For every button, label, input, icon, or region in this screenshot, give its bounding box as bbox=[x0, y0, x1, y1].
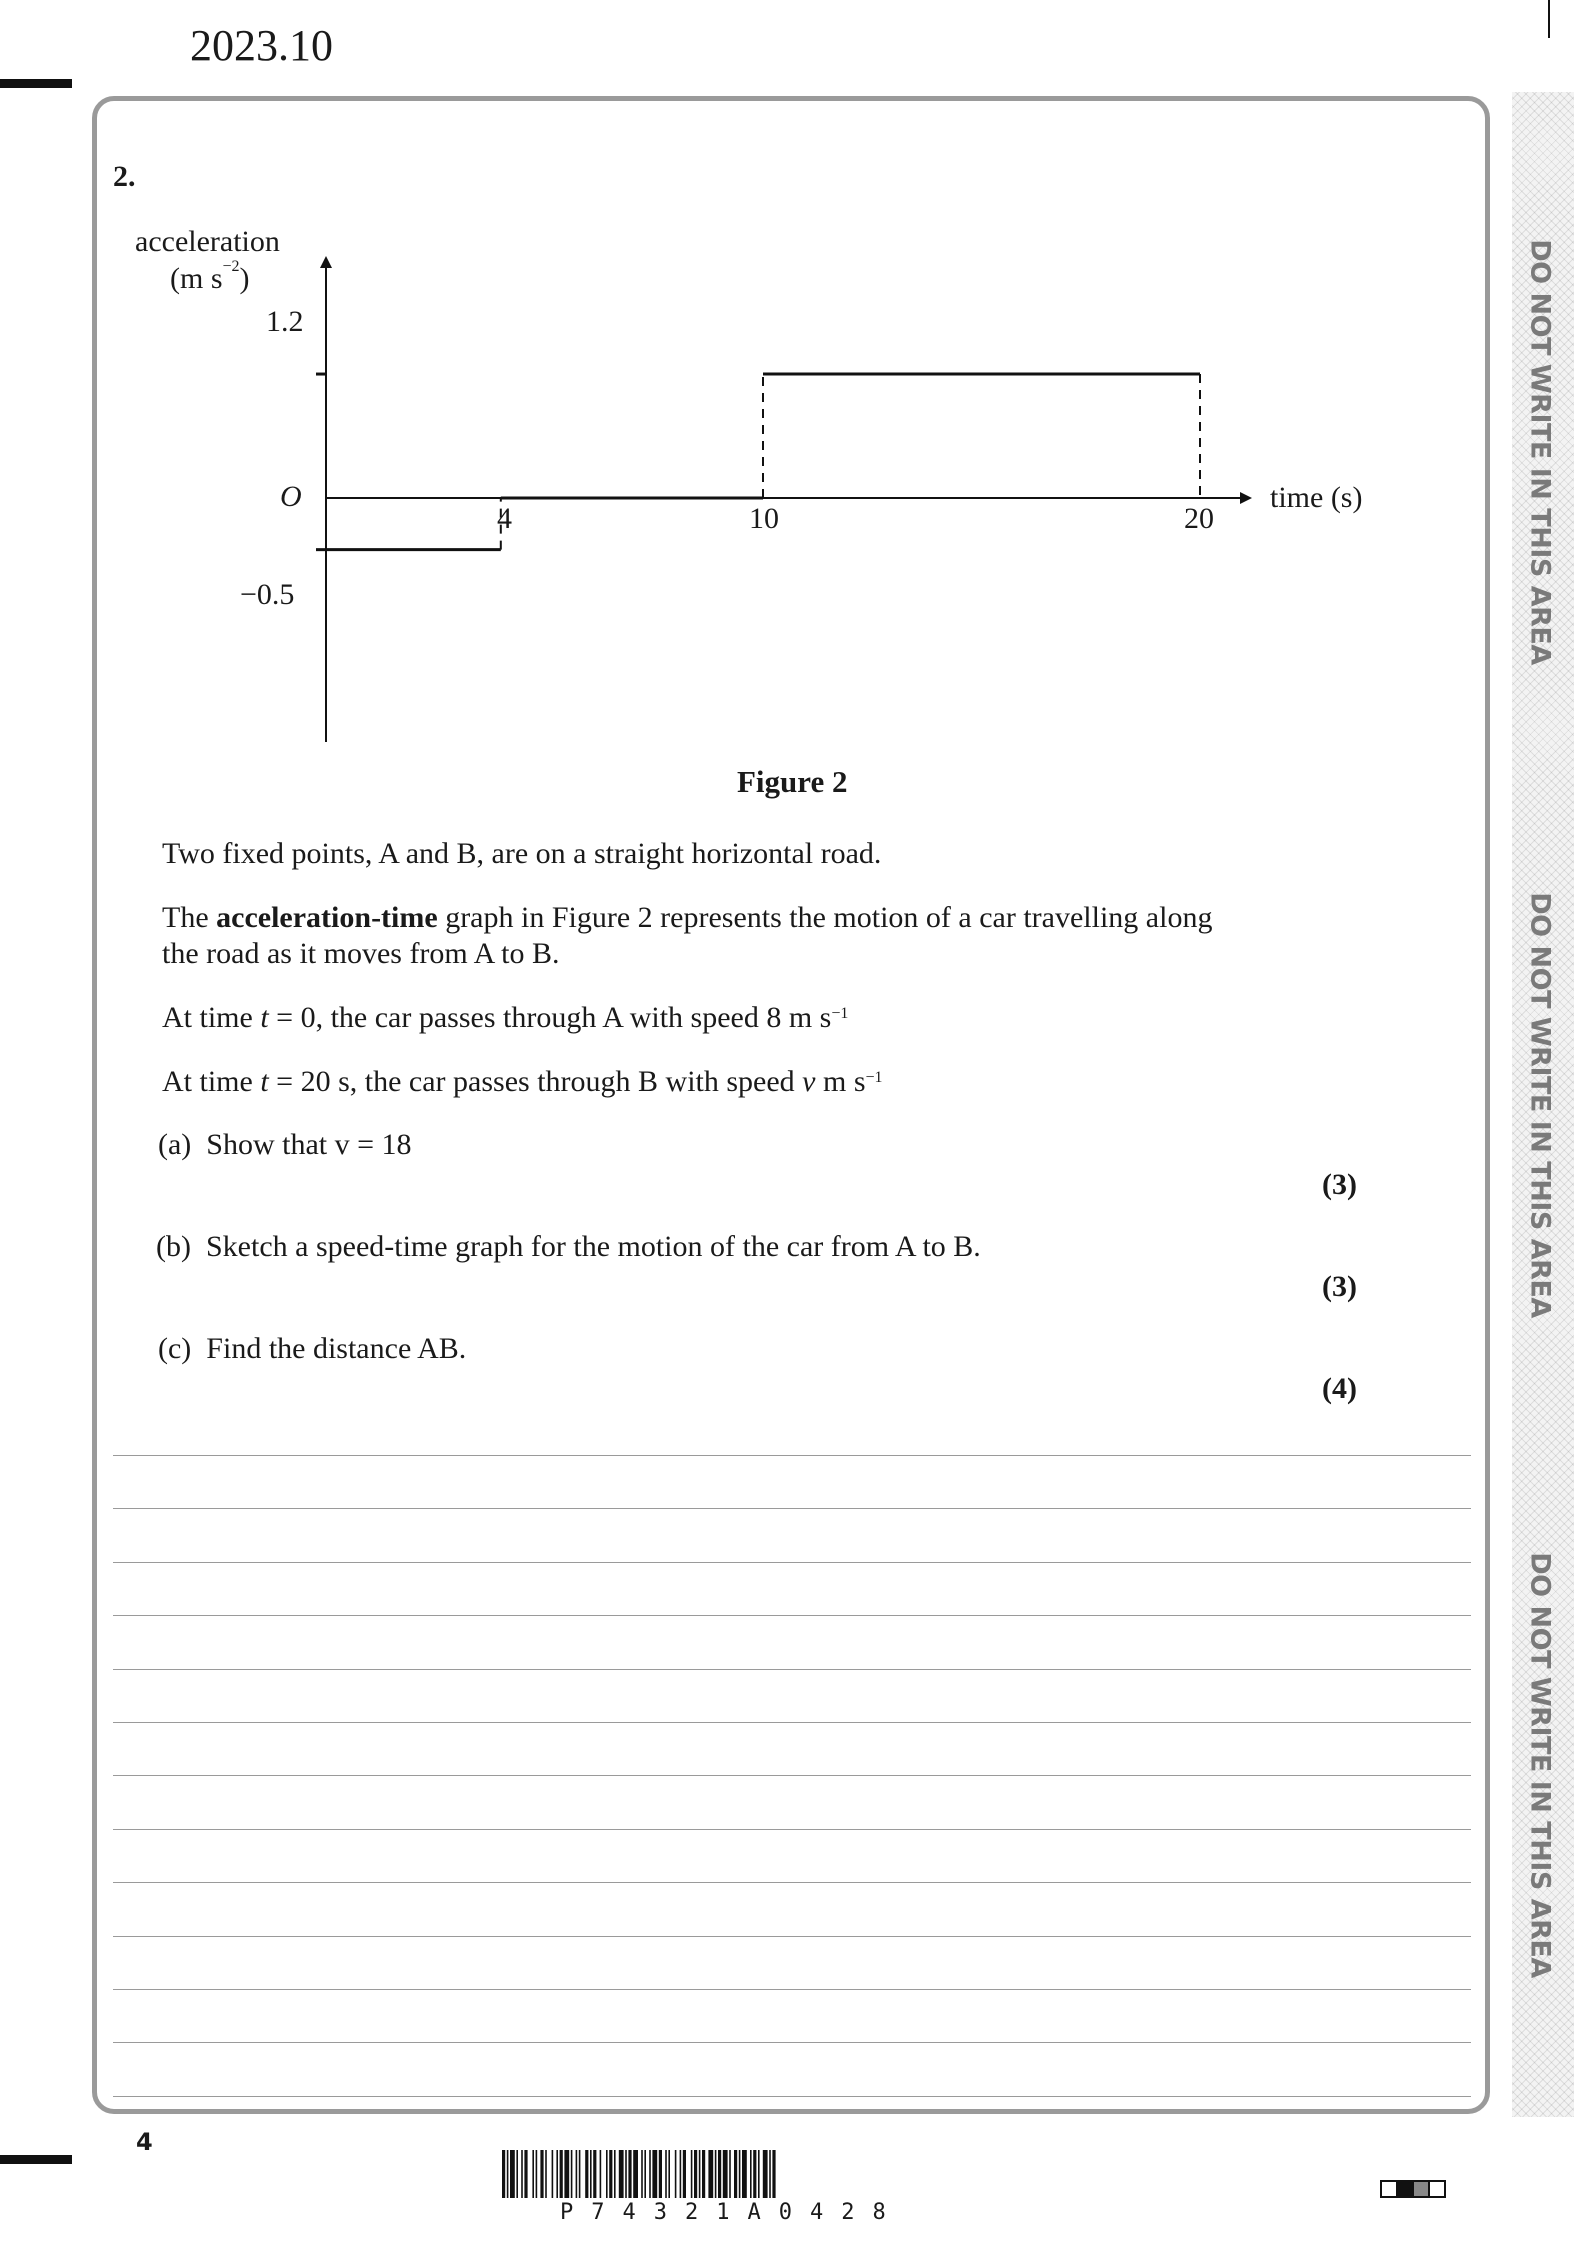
barcode-bar bbox=[715, 2150, 717, 2198]
barcode-bar bbox=[652, 2150, 657, 2198]
y-tick-label-1.2: 1.2 bbox=[266, 305, 304, 338]
barcode-bar bbox=[668, 2150, 670, 2198]
barcode bbox=[502, 2150, 1082, 2198]
part-b: (b) Sketch a speed-time graph for the motion of the car from A to B. bbox=[156, 1230, 981, 1263]
answer-line[interactable] bbox=[113, 1508, 1471, 1509]
page-boxes bbox=[1380, 2180, 1444, 2203]
barcode-bar bbox=[769, 2150, 771, 2198]
x-tick-label-10: 10 bbox=[749, 502, 779, 535]
answer-line[interactable] bbox=[113, 1829, 1471, 1830]
answer-line[interactable] bbox=[113, 2042, 1471, 2043]
barcode-bar bbox=[649, 2150, 651, 2198]
question-number: 2. bbox=[113, 160, 136, 193]
box-empty-2 bbox=[1428, 2180, 1446, 2198]
barcode-bar bbox=[625, 2150, 627, 2198]
part-a-marks: (3) bbox=[1322, 1168, 1357, 1201]
barcode-bar bbox=[699, 2150, 701, 2198]
barcode-bar bbox=[576, 2150, 578, 2198]
barcode-bar bbox=[718, 2150, 721, 2198]
barcode-bar bbox=[772, 2150, 775, 2198]
barcode-bar bbox=[675, 2150, 677, 2198]
barcode-bar bbox=[545, 2150, 547, 2198]
part-c-marks: (4) bbox=[1322, 1372, 1357, 1405]
barcode-bar bbox=[507, 2150, 509, 2198]
barcode-bar bbox=[739, 2150, 741, 2198]
answer-line[interactable] bbox=[113, 1775, 1471, 1776]
part-b-marks: (3) bbox=[1322, 1270, 1357, 1303]
barcode-bar bbox=[516, 2150, 518, 2198]
answer-line[interactable] bbox=[113, 1989, 1471, 1990]
barcode-bar bbox=[665, 2150, 667, 2198]
barcode-bar bbox=[763, 2150, 768, 2198]
barcode-bar bbox=[659, 2150, 662, 2198]
barcode-bar bbox=[510, 2150, 515, 2198]
barcode-bar bbox=[614, 2150, 616, 2198]
answer-line[interactable] bbox=[113, 1669, 1471, 1670]
x-axis-label: time (s) bbox=[1270, 481, 1363, 514]
barcode-bar bbox=[521, 2150, 523, 2198]
barcode-bar bbox=[750, 2150, 752, 2198]
figure-caption: Figure 2 bbox=[737, 764, 848, 799]
initial-condition: At time t = 0, the car passes through A with speed 8 m $s^{-1}$ bbox=[162, 1001, 849, 1034]
x-tick-label-20: 20 bbox=[1184, 502, 1214, 535]
margin-bar-bottom bbox=[0, 2155, 72, 2164]
barcode-bar bbox=[758, 2150, 760, 2198]
answer-line[interactable] bbox=[113, 1455, 1471, 1456]
barcode-bar bbox=[564, 2150, 569, 2198]
barcode-bar bbox=[708, 2150, 713, 2198]
final-condition: At time t = 20 s, the car passes through B with speed v m $s^{-1}$ bbox=[162, 1065, 883, 1098]
barcode-bar bbox=[742, 2150, 747, 2198]
barcode-bar bbox=[619, 2150, 624, 2198]
barcode-bar bbox=[628, 2150, 631, 2198]
barcode-bar bbox=[680, 2150, 682, 2198]
acceleration-time-graph bbox=[0, 0, 1587, 800]
barcode-bar bbox=[734, 2150, 737, 2198]
barcode-bar bbox=[683, 2150, 686, 2198]
barcode-bar bbox=[633, 2150, 638, 2198]
y-tick-label-neg0.5: −0.5 bbox=[240, 578, 295, 611]
page-number: 4 bbox=[136, 2128, 153, 2156]
barcode-bar bbox=[571, 2150, 573, 2198]
barcode-bar bbox=[556, 2150, 558, 2198]
barcode-bar bbox=[600, 2150, 602, 2198]
barcode-bar bbox=[590, 2150, 592, 2198]
barcode-bar bbox=[532, 2150, 534, 2198]
barcode-bar bbox=[593, 2150, 596, 2198]
answer-line[interactable] bbox=[113, 1936, 1471, 1937]
barcode-bar bbox=[606, 2150, 608, 2198]
origin-label: O bbox=[280, 480, 302, 513]
barcode-bar bbox=[609, 2150, 612, 2198]
barcode-bar bbox=[702, 2150, 705, 2198]
barcode-bar bbox=[502, 2150, 505, 2198]
answer-line[interactable] bbox=[113, 1562, 1471, 1563]
barcode-bar bbox=[723, 2150, 728, 2198]
barcode-bar bbox=[536, 2150, 538, 2198]
y-axis-unit: (m $s^{-2}$) bbox=[170, 258, 250, 295]
barcode-bar bbox=[753, 2150, 756, 2198]
barcode-bar bbox=[691, 2150, 693, 2198]
y-axis-label: acceleration bbox=[135, 225, 280, 258]
barcode-bar bbox=[585, 2150, 588, 2198]
answer-line[interactable] bbox=[113, 1615, 1471, 1616]
part-a: (a) Show that v = 18 bbox=[158, 1128, 412, 1161]
barcode-bar bbox=[552, 2150, 554, 2198]
barcode-bar bbox=[694, 2150, 697, 2198]
barcode-bar bbox=[729, 2150, 731, 2198]
answer-line[interactable] bbox=[113, 2096, 1471, 2097]
answer-line[interactable] bbox=[113, 1882, 1471, 1883]
barcode-number: P74321A0428 bbox=[560, 2200, 904, 2225]
barcode-bar bbox=[641, 2150, 643, 2198]
x-tick-label-4: 4 bbox=[497, 502, 512, 535]
barcode-bar bbox=[524, 2150, 527, 2198]
barcode-bar bbox=[644, 2150, 646, 2198]
part-c: (c) Find the distance AB. bbox=[158, 1332, 467, 1365]
barcode-bar bbox=[540, 2150, 543, 2198]
intro-text: Two fixed points, A and B, are on a straight horizontal road. bbox=[162, 837, 882, 870]
graph-description: The acceleration-time graph in Figure 2 represents the motion of a car travelling along the road as it moves from A to B. bbox=[162, 901, 1213, 970]
barcode-bar bbox=[560, 2150, 563, 2198]
barcode-bar bbox=[579, 2150, 581, 2198]
answer-line[interactable] bbox=[113, 1722, 1471, 1723]
header-date: 2023.10 bbox=[190, 21, 333, 70]
